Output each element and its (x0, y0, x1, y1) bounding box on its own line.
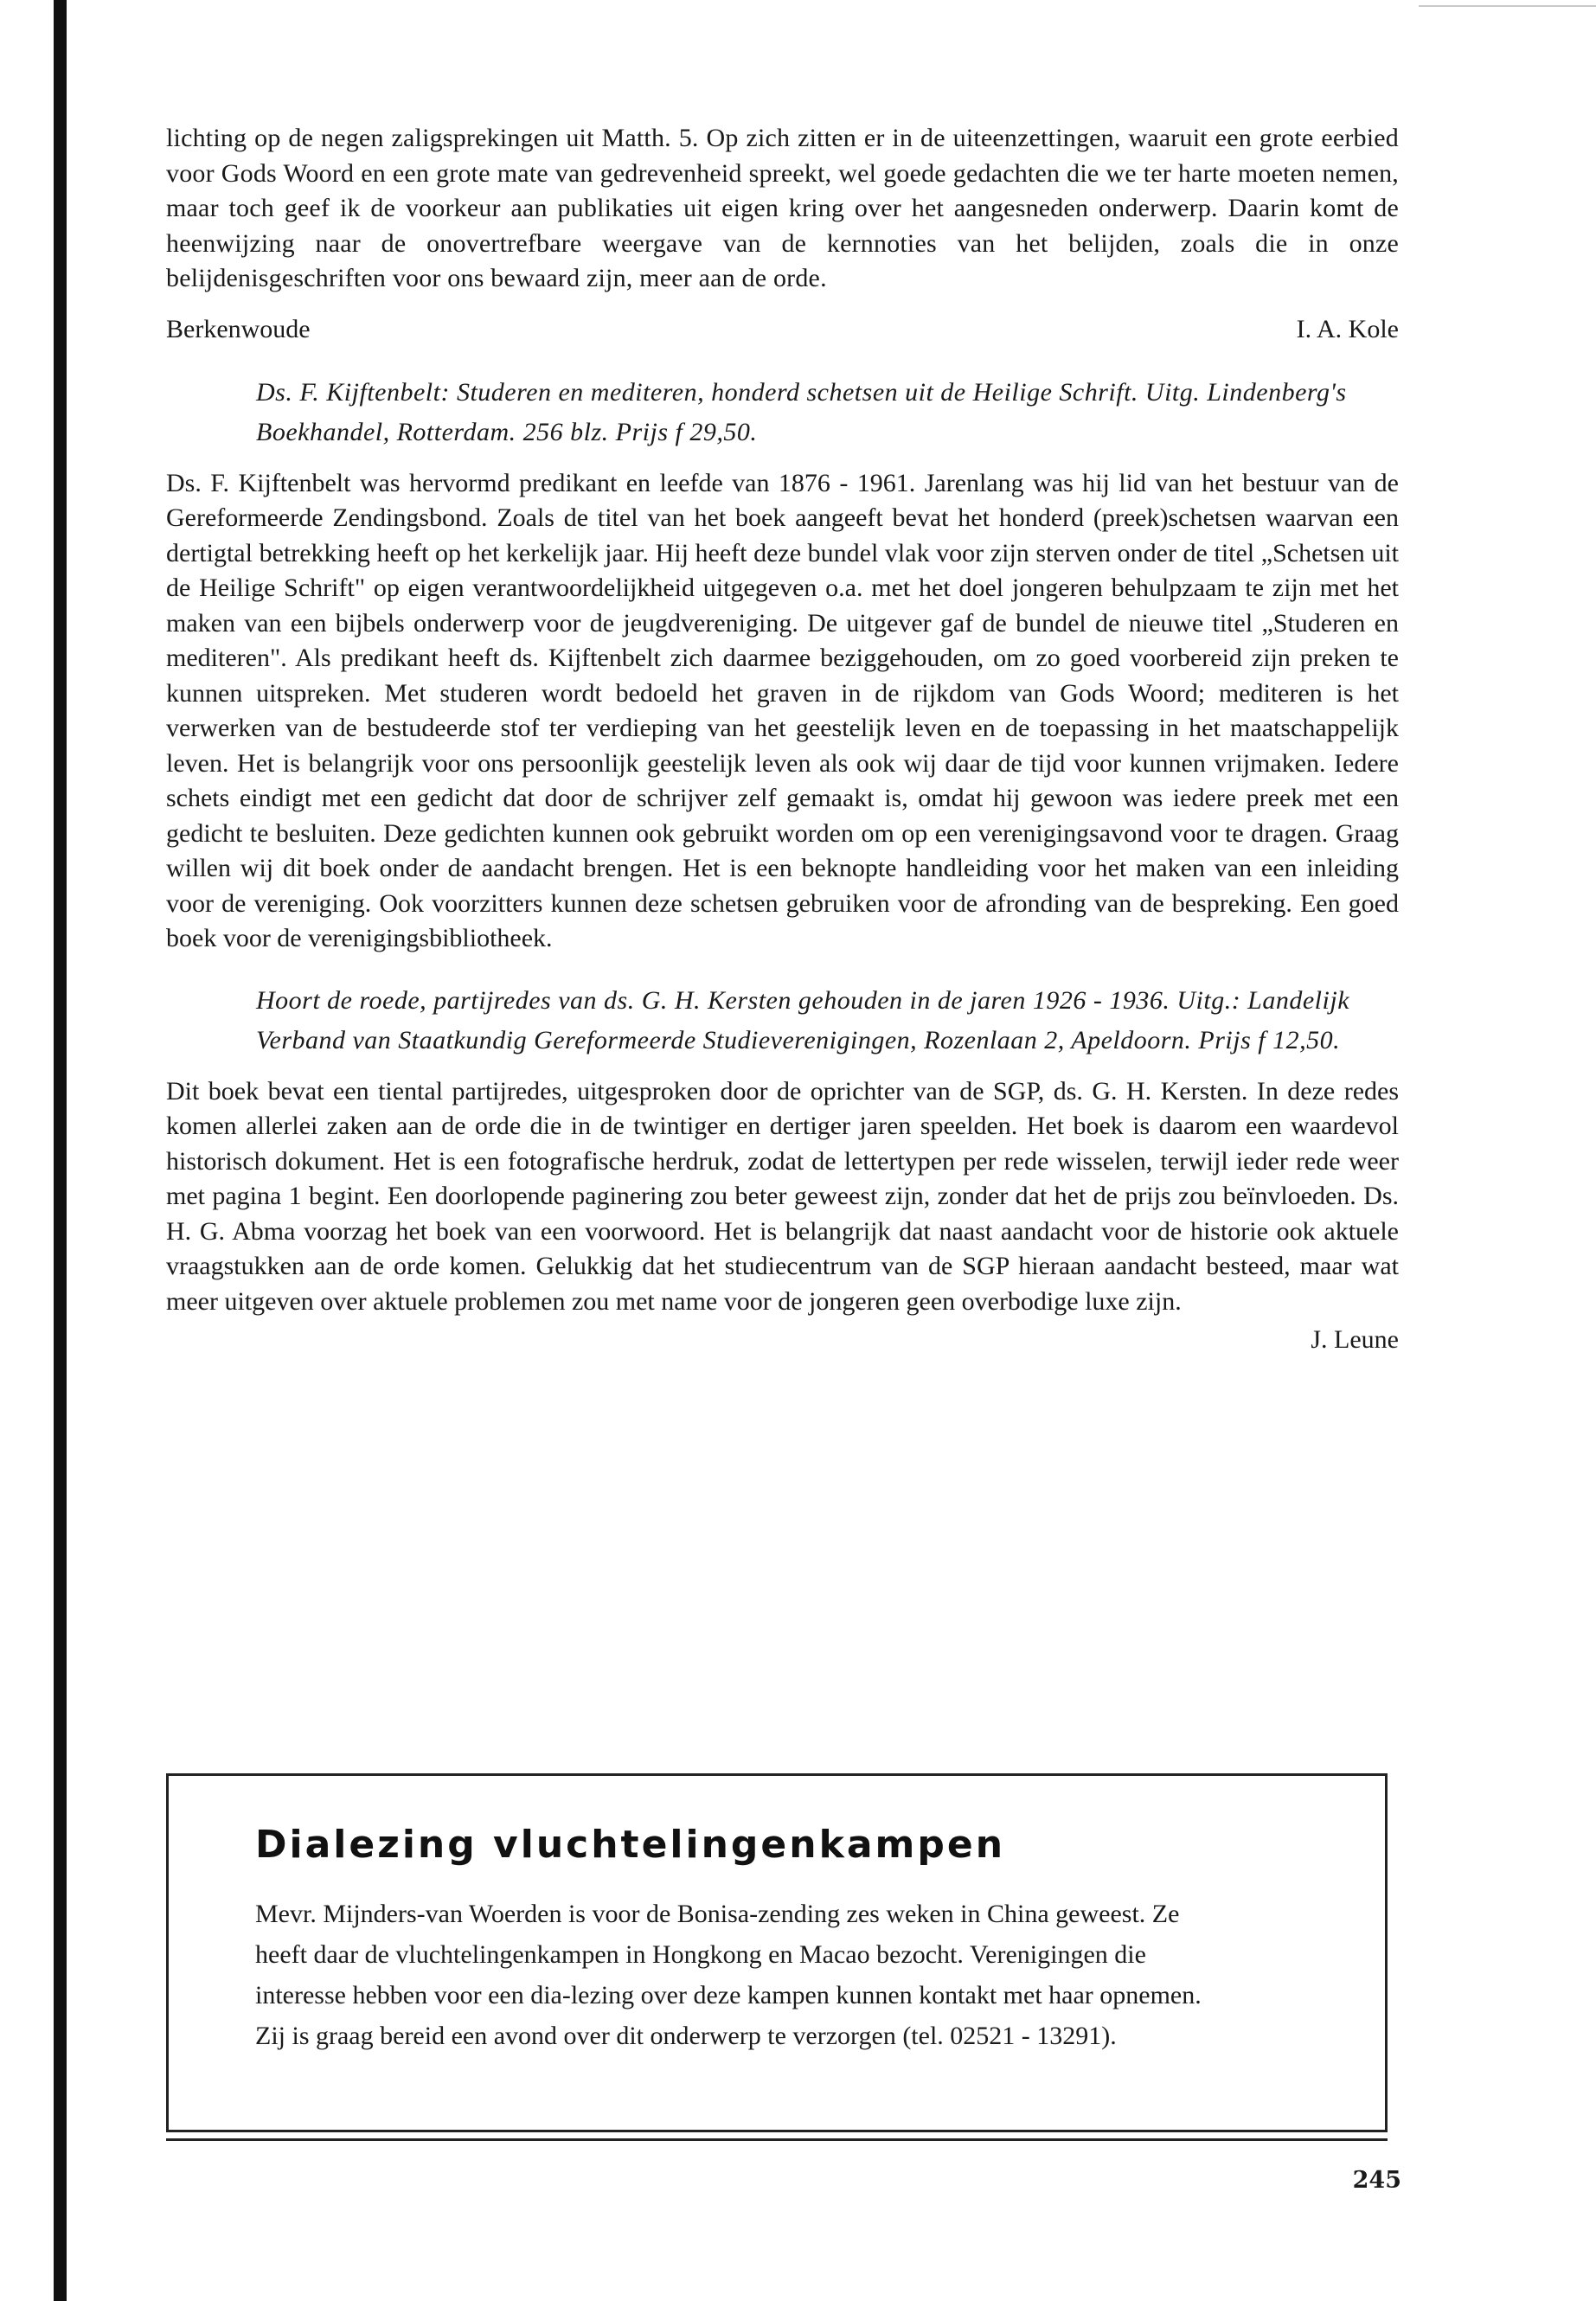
book-citation-kijftenbelt: Ds. F. Kijftenbelt: Studeren en mediteren, honderd schetsen uit de Heilige Schrift. Uitg. Lindenberg's Boekhandel, Rotterdam. 256 blz. Prijs f 29,50. (256, 377, 1347, 446)
review-kersten-text: Dit boek bevat een tiental partijredes, uitgesproken door de oprichter van de SGP, ds. G. H. Kersten. In deze redes komen allerlei zaken aan de orde die in de twintiger en dertiger jaren speelden. Het boek is daarom een waardevol historisch dokument. Het is een fotografische herdruk, zodat de lettertypen per rede wisselen, terwijl ieder rede weer met pagina 1 begint. Een doorlopende paginering zou beter geweest zijn, zonder dat het de prijs zou beïnvloeden. Ds. H. G. Abma voorzag het boek van een voorwoord. Het is belangrijk dat naast aandacht voor de historie ook aktuele vraagstukken aan de orde komen. Gelukkig dat het studiecentrum van de SGP hieraan aandacht besteed, maar wat meer uitgeven over aktuele problemen zou met name voor de jongeren geen overbodige luxe zijn. (166, 1076, 1399, 1316)
page-number: 245 (1352, 2167, 1401, 2194)
notice-box (166, 1773, 1388, 2130)
notice-title: Dialezing vluchtelingenkampen (255, 1823, 1006, 1867)
signature-author: I. A. Kole (1296, 314, 1399, 343)
page-content (166, 121, 1399, 1357)
notice-box-rule-outer (166, 2138, 1388, 2141)
book-citation-kersten: Hoort de roede, partijredes van ds. G. H. Kersten gehouden in de jaren 1926 - 1936. Uitg.: Landelijk Verband van Staatkundig Gereformeerde Studieverenigingen, Rozenlaan 2, Apeldoorn. Prijs f 12,50. (256, 985, 1350, 1054)
notice-body (255, 1894, 1224, 2056)
notice-box-rule-inner (166, 2130, 1388, 2132)
signature-place: Berkenwoude (166, 314, 311, 343)
scan-top-line (1419, 5, 1596, 7)
scan-edge-bar (54, 0, 67, 2301)
review-kersten-author: J. Leune (1311, 1325, 1399, 1354)
notice-text: Mevr. Mijnders-van Woerden is voor de Bonisa-zending zes weken in China geweest. Ze heeft daar de vluchtelingenkampen in Hongkong en Macao bezocht. Verenigingen die interesse hebben voor een dia-lezing over deze kampen kunnen kontakt met haar opnemen. Zij is graag bereid een avond over dit onderwerp te verzorgen (tel. 02521 - 13291). (255, 1900, 1202, 2050)
continued-review-paragraph: lichting op de negen zaligsprekingen uit Matth. 5. Op zich zitten er in de uiteenzettingen, waaruit een grote eerbied voor Gods Woord en een grote mate van gedrevenheid spreekt, wel goede gedachten die we ter harte moeten nemen, maar toch geef ik de voorkeur aan publikaties uit eigen kring over het aangesneden onderwerp. Daarin komt de heenwijzing naar de onovertrefbare weergave van de kernnoties van het belijden, zoals die in onze belijdenisgeschriften voor ons bewaard zijn, meer aan de orde. (166, 124, 1399, 292)
review-kijftenbelt-text: Ds. F. Kijftenbelt was hervormd predikant en leefde van 1876 - 1961. Jarenlang was hij lid van het bestuur van de Gereformeerde Zendingsbond. Zoals de titel van het boek aangeeft bevat het honderd (preek)schetsen waarvan een dertigtal betrekking heeft op het kerkelijk jaar. Hij heeft deze bundel vlak voor zijn sterven onder de titel „Schetsen uit de Heilige Schrift" op eigen verantwoordelijkheid uitgegeven o.a. met het doel jongeren behulpzaam te zijn met het maken van een bijbels onderwerp voor de jeugdvereniging. De uitgever gaf de bundel de nieuwe titel „Studeren en mediteren". Als predikant heeft ds. Kijftenbelt zich daarmee beziggehouden, om zo goed voorbereid zijn preken te kunnen uitspreken. Met studeren wordt bedoeld het graven in de rijkdom van Gods Woord; mediteren is het verwerken van de bestudeerde stof ter verdieping van het geestelijk leven en de toepassing in het maatschappelijk leven. Het is belangrijk voor ons persoonlijk geestelijk leven als ook wij daar de tijd voor kunnen vrijmaken. Iedere schets eindigt met een gedicht dat door de schrijver zelf gemaakt is, omdat hij gewoon was iedere preek met een gedicht te besluiten. Deze gedichten kunnen ook gebruikt worden om op een verenigingsavond voor te dragen. Graag willen wij dit boek onder de aandacht brengen. Het is een beknopte handleiding voor het maken van een inleiding voor de vereniging. Ook voorzitters kunnen deze schetsen gebruiken voor de afronding van de bespreking. Een goed boek voor de verenigingsbibliotheek. (166, 468, 1399, 952)
review-signature-line (166, 312, 1399, 347)
